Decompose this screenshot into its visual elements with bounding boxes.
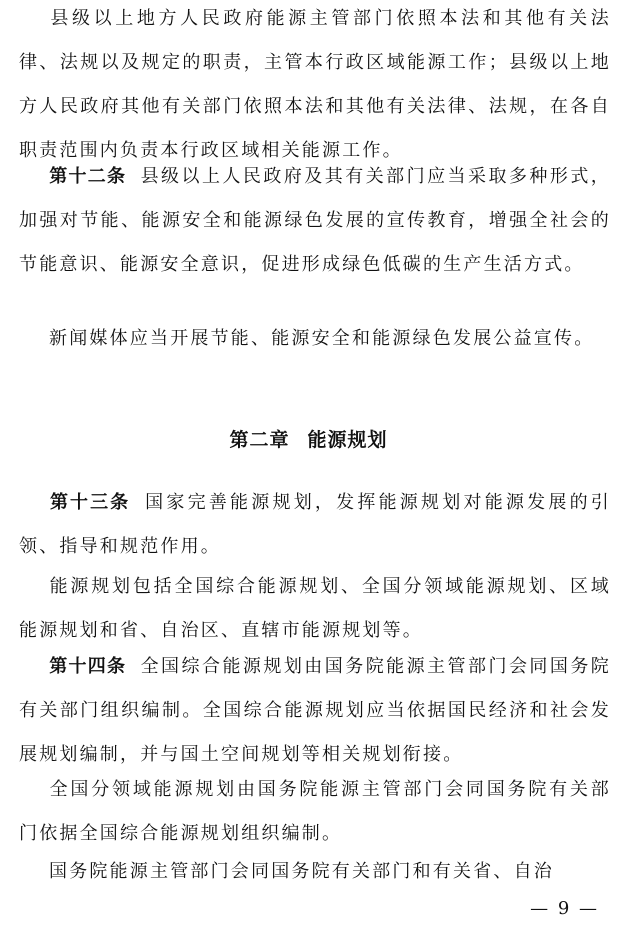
article-12 — [19, 155, 611, 287]
article-number: 第十二条 — [49, 166, 127, 187]
page-number: — 9 — — [530, 898, 599, 919]
chapter-title: 能源规划 — [307, 429, 388, 451]
article-text: 县级以上人民政府及其有关部门应当采取多种形式，加强对节能、能源安全和能源绿色发展的宣传教育，增强全社会的节能意识、能源安全意识，促进形成绿色低碳的生产生活方式。 — [19, 166, 611, 275]
paragraph-text: 国务院能源主管部门会同国务院有关部门和有关省、自治 — [49, 861, 554, 882]
article-number: 第十三条 — [49, 492, 131, 513]
paragraph-text: 新闻媒体应当开展节能、能源安全和能源绿色发展公益宣传。 — [49, 328, 595, 349]
article-text: 全国综合能源规划由国务院能源主管部门会同国务院有关部门组织编制。全国综合能源规划应当依据国民经济和社会发展规划编制，并与国土空间规划等相关规划衔接。 — [19, 656, 611, 765]
paragraph-text: 县级以上地方人民政府能源主管部门依照本法和其他有关法律、法规以及规定的职责，主管本行政区域能源工作；县级以上地方人民政府其他有关部门依照本法和其他有关法律、法规，在各自职责范围内负责本行政区域相关能源工作。 — [19, 8, 611, 161]
article-14 — [19, 645, 611, 777]
paragraph-sector-plans — [19, 768, 611, 856]
paragraph-trailing — [19, 850, 611, 894]
article-number: 第十四条 — [49, 656, 127, 677]
chapter-number: 第二章 — [229, 429, 290, 451]
article-text: 国家完善能源规划，发挥能源规划对能源发展的引领、指导和规范作用。 — [19, 492, 612, 557]
article-13 — [19, 481, 611, 569]
paragraph-continuation — [19, 0, 611, 173]
paragraph-text: 全国分领域能源规划由国务院能源主管部门会同国务院有关部门依据全国综合能源规划组织编制。 — [19, 779, 611, 844]
paragraph-plan-types — [19, 565, 611, 653]
paragraph-media — [19, 317, 611, 361]
chapter-heading — [0, 418, 617, 462]
paragraph-text: 能源规划包括全国综合能源规划、全国分领域能源规划、区域能源规划和省、自治区、直辖市能源规划等。 — [19, 576, 611, 641]
